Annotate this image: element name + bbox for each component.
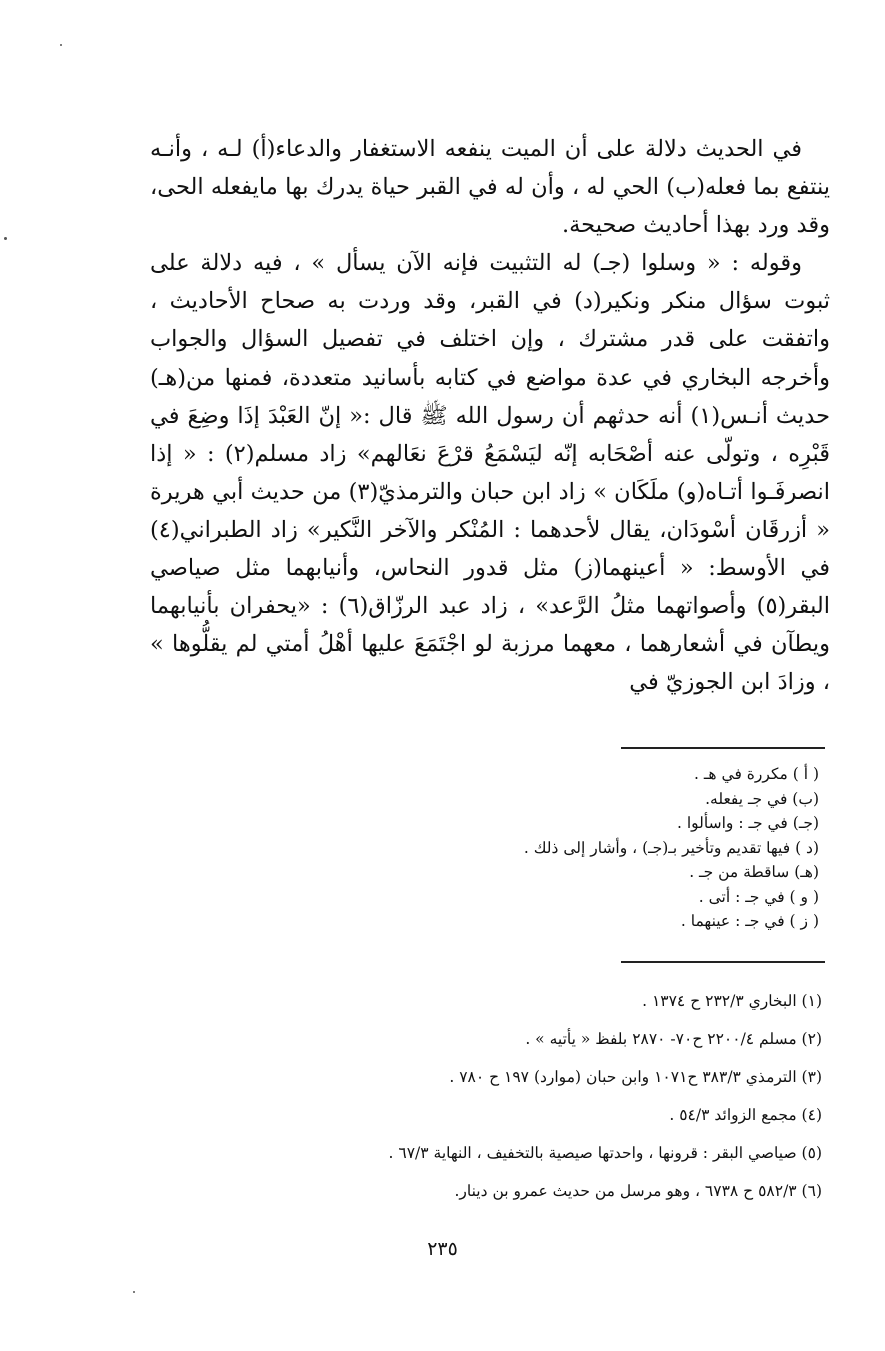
reference-note: (٣) الترمذي ٣٨٣/٣ ح١٠٧١ وابن حبان (موارد) ١٩٧ ح ٧٨٠ . [449, 1068, 822, 1086]
scan-speck [133, 1291, 135, 1293]
variant-note: (جـ) في جـ : واسألوا . [677, 814, 819, 832]
variant-note: ( ز ) في جـ : عينهما . [680, 912, 819, 930]
variant-note: ( أ ) مكررة في هـ . [694, 765, 819, 783]
paragraph-hadith-benefit: في الحديث دلالة على أن الميت ينفعه الاستغفار والدعاء(أ) لـه ، وأنـه ينتفع بما فعله(ب) الحي له ، وأن له في القبر حياة يدرك بها مايفعله الحى، وقد ورد بهذا أحاديث صحيحة. [150, 136, 830, 239]
reference-note: (٤) مجمع الزوائد ٥٤/٣ . [669, 1106, 822, 1124]
scan-speck [4, 237, 7, 240]
variant-note: (هـ) ساقطة من جـ . [689, 863, 819, 881]
footnote-separator-top [621, 747, 825, 749]
reference-note: (٢) مسلم ٢٢٠٠/٤ ح٧٠- ٢٨٧٠ بلفظ « يأتيه » . [525, 1030, 822, 1048]
paragraph-questioning-in-grave: وقوله : « وسلوا (جـ) له التثبيت فإنه الآن يسأل » ، فيه دلالة على ثبوت سؤال منكر ونكير(د) في القبر، وقد وردت به صحاح الأحاديث ، واتفقت على قدر مشترك ، وإن اختلف في تفصيل السؤال والجواب وأخرجه البخاري في عدة مواضع في كتابه بأسانيد متعددة، فمنها من(هـ) حديث أنـس(١) أنه حدثهم أن رسول الله ﷺ قال :« إنّ العَبْدَ إذَا وضِعَ في قَبْرِه ، وتولّى عنه أصْحَابه إنّه ليَسْمَعُ قرْعَ نعَالهم» زاد مسلم(٢) : « إذا انصرفَـوا أتـاه(و) ملَكَان » زاد ابن حبان والترمذيّ(٣) من حديث أبي هريرة « أزرقَان أسْودَان، يقال لأحدهما : المُنْكر والآخر النَّكير» زاد الطبراني(٤) في الأوسط: « أعينهما(ز) مثل قدور النحاس، وأنيابهما مثل صياصي البقر(٥) وأصواتهما مثلُ الرَّعد» ، زاد عبد الرزّاق(٦) : «يحفران بأنيابهما ويطآن في أشعارهما ، معهما مرزبة لو اجْتَمَعَ عليها أهْلُ أمتي لم يقلُّوها » ، وزادَ ابن الجوزيّ في [150, 250, 831, 696]
variant-note: (ب) في جـ يفعله. [705, 789, 819, 808]
reference-notes-list [122, 982, 822, 1210]
reference-note: (٥) صياصي البقر : قرونها ، واحدتها صيصية بالتخفيف ، النهاية ٦٧/٣ . [388, 1144, 822, 1162]
main-text-block [150, 130, 830, 701]
reference-note: (٦) ٥٨٢/٣ ح ٦٧٣٨ ، وهو مرسل من حديث عمرو بن دينار. [454, 1182, 822, 1200]
reference-note: (١) البخاري ٢٣٢/٣ ح ١٣٧٤ . [642, 992, 822, 1010]
page-number: ٢٣٥ [427, 1238, 458, 1260]
variant-note: ( و ) في جـ : أتى . [698, 887, 819, 906]
scan-speck [60, 44, 62, 46]
footnote-separator-bottom [621, 961, 825, 963]
variant-notes-list [219, 762, 819, 934]
variant-note: (د ) فيها تقديم وتأخير بـ(جـ) ، وأشار إلى ذلك . [523, 838, 819, 857]
